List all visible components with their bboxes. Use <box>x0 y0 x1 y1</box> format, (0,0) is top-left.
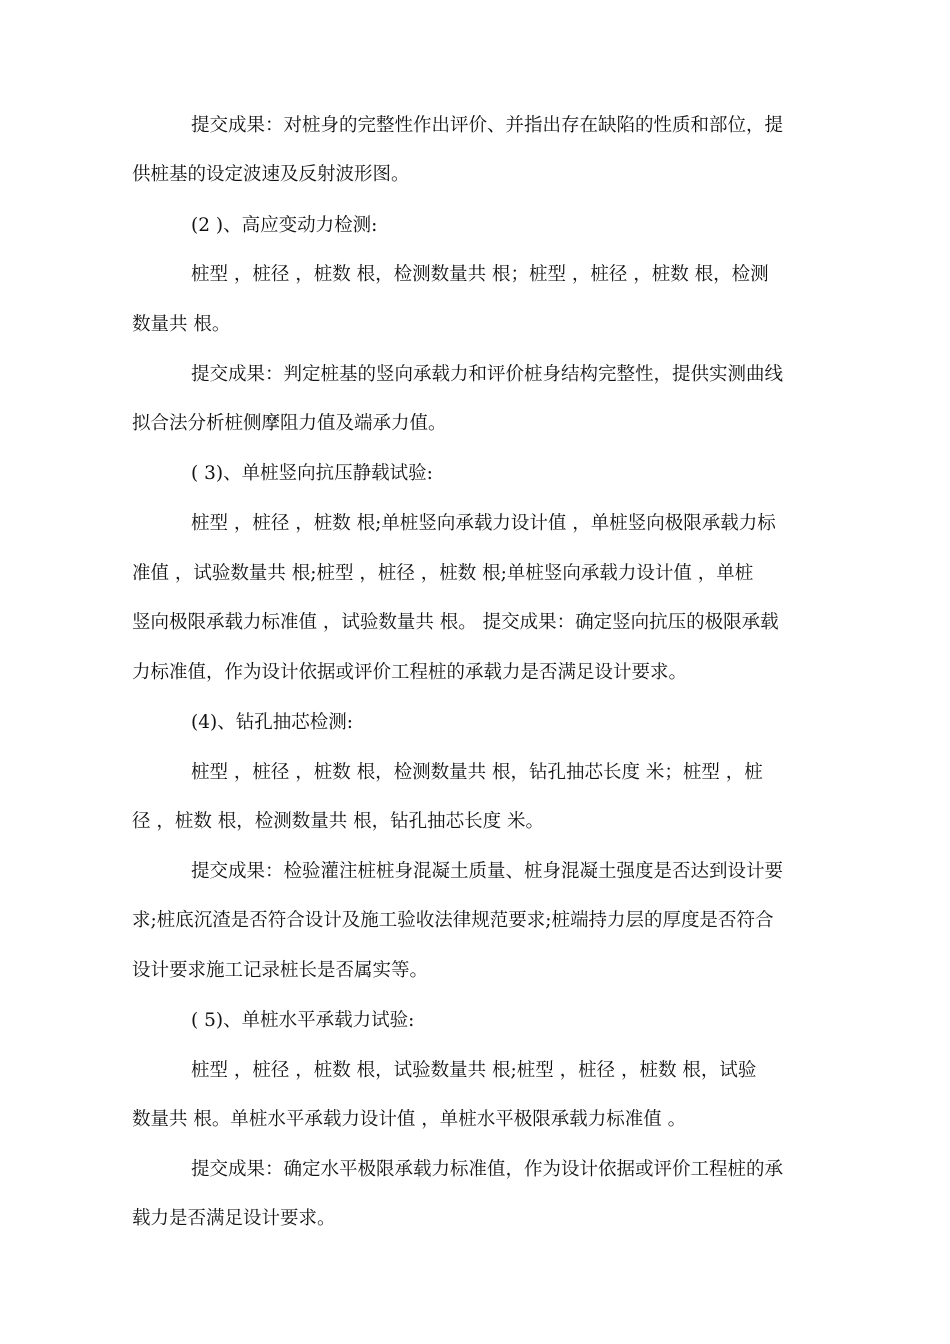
text-line: 提交成果：确定水平极限承载力标准值，作为设计依据或评价工程桩的承 <box>191 1159 784 1180</box>
text-line: 桩型 ，桩径 ，桩数 根;单桩竖向承载力设计值 ，单桩竖向极限承载力标 <box>191 513 776 534</box>
text-line: 供桩基的设定波速及反射波形图。 <box>132 164 410 185</box>
text-line: 桩型 ，桩径 ，桩数 根，试验数量共 根;桩型 ，桩径 ，桩数 根，试验 <box>191 1060 757 1081</box>
text-line: 力标准值，作为设计依据或评价工程桩的承载力是否满足设计要求。 <box>132 662 688 683</box>
text-line: 载力是否满足设计要求。 <box>132 1208 336 1229</box>
text-line: 提交成果：检验灌注桩桩身混凝土质量、桩身混凝土强度是否达到设计要 <box>191 861 784 882</box>
section-heading: ( 3)、单桩竖向抗压静载试验: <box>191 463 433 484</box>
text-line: 提交成果：对桩身的完整性作出评价、并指出存在缺陷的性质和部位，提 <box>191 115 784 136</box>
text-line: 径 ，桩数 根，检测数量共 根，钻孔抽芯长度 米。 <box>132 811 545 832</box>
text-line: 设计要求施工记录桩长是否属实等。 <box>132 960 429 981</box>
text-line: 求;桩底沉渣是否符合设计及施工验收法律规范要求;桩端持力层的厚度是否符合 <box>132 910 774 931</box>
text-line: 提交成果：判定桩基的竖向承载力和评价桩身结构完整性，提供实测曲线 <box>191 364 784 385</box>
text-line: 桩型 ，桩径 ，桩数 根，检测数量共 根；桩型 ，桩径 ，桩数 根，检测 <box>191 264 769 285</box>
text-line: 数量共 根。单桩水平承载力设计值 ，单桩水平极限承载力标准值 。 <box>132 1109 687 1130</box>
text-line: 拟合法分析桩侧摩阻力值及端承力值。 <box>132 413 447 434</box>
text-line: 数量共 根。 <box>132 314 231 335</box>
text-line: 准值 ，试验数量共 根;桩型 ，桩径 ，桩数 根;单桩竖向承载力设计值 ，单桩 <box>132 563 754 584</box>
section-heading: (2 )、高应变动力检测: <box>191 215 378 236</box>
text-line: 竖向极限承载力标准值 ，试验数量共 根。 提交成果：确定竖向抗压的极限承载 <box>132 612 779 633</box>
section-heading: (4)、钻孔抽芯检测: <box>191 712 353 733</box>
section-heading: ( 5)、单桩水平承载力试验: <box>191 1010 415 1031</box>
text-line: 桩型 ，桩径 ，桩数 根，检测数量共 根，钻孔抽芯长度 米；桩型 ，桩 <box>191 762 763 783</box>
